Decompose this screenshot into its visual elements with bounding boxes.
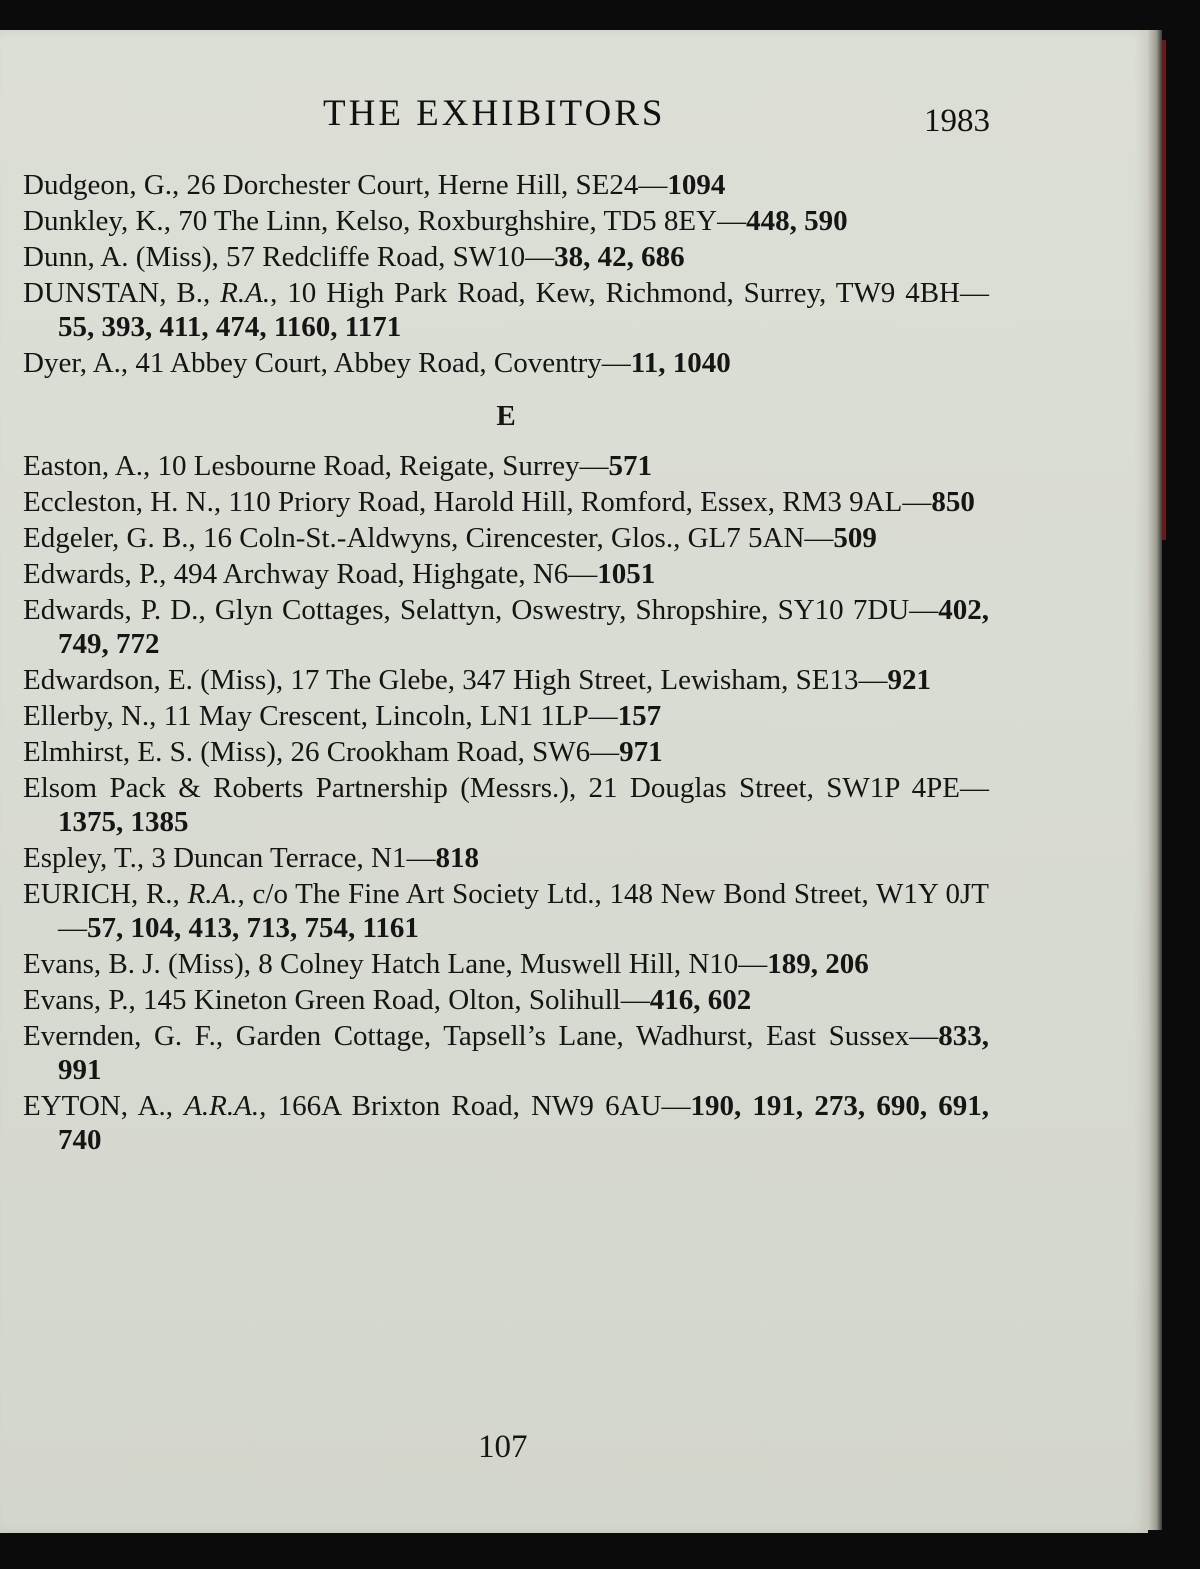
exhibit-numbers: 509	[833, 522, 877, 554]
exhibitor-name: DUNSTAN, B.,	[23, 277, 221, 309]
exhibitor-address: , 16 Coln-St.-Aldwyns, Cirencester, Glos., GL7 5AN—	[188, 522, 834, 554]
exhibitor-list	[23, 168, 989, 1159]
section-letter: E	[496, 400, 516, 432]
exhibitor-entry	[23, 699, 989, 733]
exhibitor-entry	[23, 593, 989, 661]
exhibitor-entry	[23, 276, 989, 344]
exhibitor-address: , 26 Dorchester Court, Herne Hill, SE24—	[172, 169, 668, 201]
exhibitor-name: Dudgeon, G.	[23, 169, 173, 201]
exhibitor-name: Edwards, P.	[23, 558, 160, 590]
exhibitor-address: , c/o The Fine Art Society Ltd., 148 New Bond Street, W1Y 0JT—	[58, 878, 989, 944]
exhibitor-entry	[23, 983, 989, 1017]
running-header-title: THE EXHIBITORS	[323, 93, 666, 134]
exhibitor-name: Evans, B. J. (Miss)	[23, 948, 244, 980]
exhibit-numbers: 189, 206	[767, 948, 869, 980]
exhibitor-entry	[23, 947, 989, 981]
exhibitor-name: EURICH, R.,	[23, 878, 188, 910]
exhibit-numbers: 833, 991	[58, 1020, 989, 1086]
exhibit-numbers: 448, 590	[746, 205, 848, 237]
exhibitor-name: Dyer, A.	[23, 347, 121, 379]
exhibitor-address: , 10 Lesbourne Road, Reigate, Surrey—	[143, 450, 609, 482]
exhibitor-address: , 10 High Park Road, Kew, Richmond, Surrey, TW9 4BH—	[270, 277, 989, 309]
exhibitor-entry	[23, 346, 989, 380]
exhibitor-address: , 166A Brixton Road, NW9 6AU—	[259, 1090, 691, 1122]
exhibitor-address: , 41 Abbey Court, Abbey Road, Coventry—	[120, 347, 631, 379]
exhibitor-name: Easton, A.	[23, 450, 144, 482]
exhibitor-entry	[23, 841, 989, 875]
exhibitor-name: EYTON, A.,	[23, 1090, 185, 1122]
exhibit-numbers: 850	[931, 486, 975, 518]
exhibitor-address: , 21 Douglas Street, SW1P 4PE—	[568, 772, 989, 804]
exhibit-numbers: 1051	[597, 558, 656, 590]
exhibitor-name: Evernden, G. F.	[23, 1020, 216, 1052]
exhibitor-entry	[23, 557, 989, 591]
exhibitor-entry	[23, 168, 989, 202]
exhibit-numbers: 157	[617, 700, 662, 732]
exhibitor-name: Espley, T.	[23, 842, 137, 874]
exhibit-numbers: 190, 191, 273, 690, 691, 740	[58, 1090, 990, 1156]
exhibit-numbers: 416, 602	[649, 984, 752, 1016]
exhibit-numbers: 57, 104, 413, 713, 754, 1161	[87, 912, 419, 944]
exhibitor-entry	[23, 1089, 989, 1157]
exhibit-numbers: 11, 1040	[630, 347, 731, 379]
exhibitor-address: , 11 May Crescent, Lincoln, LN1 1LP—	[149, 700, 618, 732]
exhibitor-title: R.A.	[187, 878, 238, 910]
exhibitor-address: , 26 Crookham Road, SW6—	[275, 736, 620, 768]
exhibitor-entry	[23, 771, 989, 839]
exhibitor-entry	[23, 735, 989, 769]
exhibitor-name: Edwards, P. D.	[23, 594, 199, 626]
exhibitor-name: Eccleston, H. N.	[23, 486, 214, 518]
exhibitor-name: Edgeler, G. B.	[23, 522, 189, 554]
exhibitor-name: Evans, P.	[23, 984, 129, 1016]
exhibitor-address: , 110 Priory Road, Harold Hill, Romford, Essex, RM3 9AL—	[213, 486, 932, 518]
exhibitor-entry	[23, 449, 989, 483]
exhibitor-name: Dunkley, K.	[23, 205, 164, 237]
exhibitor-address: , 17 The Glebe, 347 High Street, Lewisham, SE13—	[275, 664, 888, 696]
exhibitor-entry	[23, 485, 989, 519]
exhibit-numbers: 1094	[667, 169, 726, 201]
exhibitor-name: Ellerby, N.	[23, 700, 150, 732]
exhibitor-name: Edwardson, E. (Miss)	[23, 664, 276, 696]
exhibitor-entry	[23, 663, 989, 697]
page-number: 107	[478, 1429, 528, 1465]
exhibit-numbers: 818	[435, 842, 479, 874]
exhibitor-address: , Glyn Cottages, Selattyn, Oswestry, Shropshire, SY10 7DU—	[198, 594, 939, 626]
running-header-year: 1983	[924, 103, 990, 139]
exhibitor-entry	[23, 877, 989, 945]
exhibitor-address: , 70 The Linn, Kelso, Roxburghshire, TD5 8EY—	[163, 205, 747, 237]
exhibitor-name: Elmhirst, E. S. (Miss)	[23, 736, 276, 768]
exhibit-numbers: 571	[608, 450, 653, 482]
exhibitor-title: R.A.	[220, 277, 271, 309]
exhibitor-name: Elsom Pack & Roberts Partnership (Messrs.)	[23, 772, 569, 804]
cover-edge	[1162, 40, 1166, 540]
exhibitor-entry	[23, 1019, 989, 1087]
exhibitor-address: , 3 Duncan Terrace, N1—	[136, 842, 436, 874]
exhibit-numbers: 921	[887, 664, 932, 696]
page-edge	[1148, 30, 1162, 1530]
exhibitor-address: , 145 Kineton Green Road, Olton, Solihull—	[128, 984, 650, 1016]
exhibitor-entry	[23, 240, 989, 274]
exhibit-numbers: 402, 749, 772	[58, 594, 989, 660]
exhibitor-address: , 57 Redcliffe Road, SW10—	[211, 241, 555, 273]
exhibitor-entry	[23, 204, 989, 238]
exhibit-numbers: 38, 42, 686	[554, 241, 685, 273]
exhibitor-address: , Garden Cottage, Tapsell’s Lane, Wadhurst, East Sussex—	[215, 1020, 939, 1052]
exhibit-numbers: 1375, 1385	[58, 806, 189, 838]
exhibit-numbers: 55, 393, 411, 474, 1160, 1171	[58, 311, 402, 343]
exhibitor-title: A.R.A.	[184, 1090, 260, 1122]
exhibitor-name: Dunn, A. (Miss)	[23, 241, 212, 273]
exhibit-numbers: 971	[619, 736, 663, 768]
exhibitor-address: , 494 Archway Road, Highgate, N6—	[159, 558, 598, 590]
exhibitor-address: , 8 Colney Hatch Lane, Muswell Hill, N10—	[243, 948, 768, 980]
exhibitor-entry	[23, 521, 989, 555]
